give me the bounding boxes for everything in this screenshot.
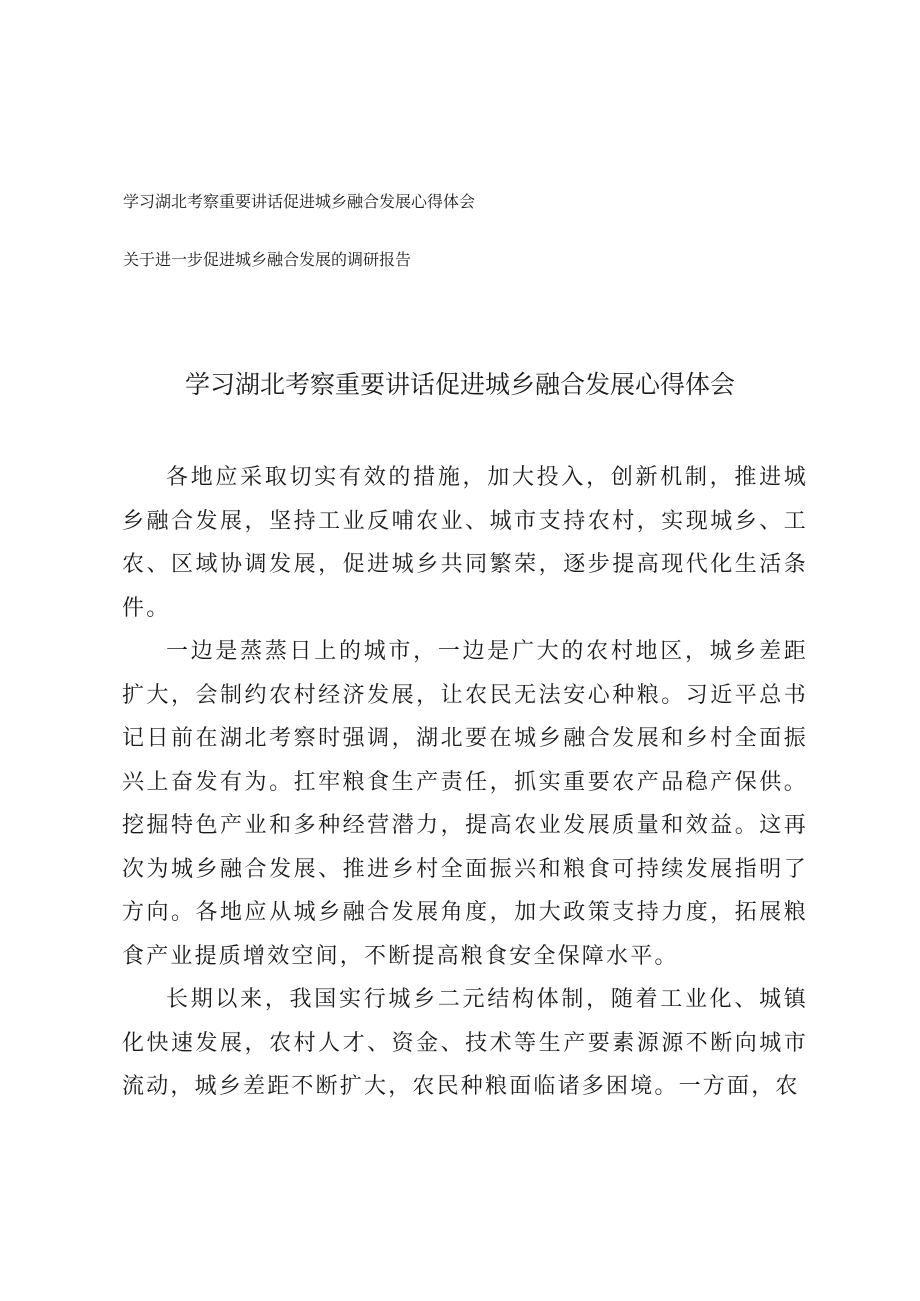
document-title: 学习湖北考察重要讲话促进城乡融合发展心得体会 [184,370,735,399]
toc-item-1[interactable]: 学习湖北考察重要讲话促进城乡融合发展心得体会 [123,192,476,211]
paragraph-2: 一边是蒸蒸日上的城市，一边是广大的农村地区，城乡差距扩大，会制约农村经济发展，让农民无法安心种粮。习近平总书记日前在湖北考察时强调，湖北要在城乡融合发展和乡村全面振兴上奋发有为。扛牢粮食生产责任，抓实重要农产品稳产保供。挖掘特色产业和多种经营潜力，提高农业发展质量和效益。这再次为城乡融合发展、推进乡村全面振兴和粮食可持续发展指明了方向。各地应从城乡融合发展角度，加大政策支持力度，拓展粮食产业提质增效空间，不断提高粮食安全保障水平。 [122,639,808,969]
toc-item-2[interactable]: 关于进一步促进城乡融合发展的调研报告 [123,250,412,269]
paragraph-3: 长期以来，我国实行城乡二元结构体制，随着工业化、城镇化快速发展，农村人才、资金、技术等生产要素源源不断向城市流动，城乡差距不断扩大，农民种粮面临诸多困境。一方面，农 [122,987,808,1099]
paragraph-1: 各地应采取切实有效的措施，加大投入，创新机制，推进城乡融合发展，坚持工业反哺农业、城市支持农村，实现城乡、工农、区域协调发展，促进城乡共同繁荣，逐步提高现代化生活条件。 [122,465,808,621]
table-of-contents [123,188,823,304]
document-body [122,456,808,1109]
